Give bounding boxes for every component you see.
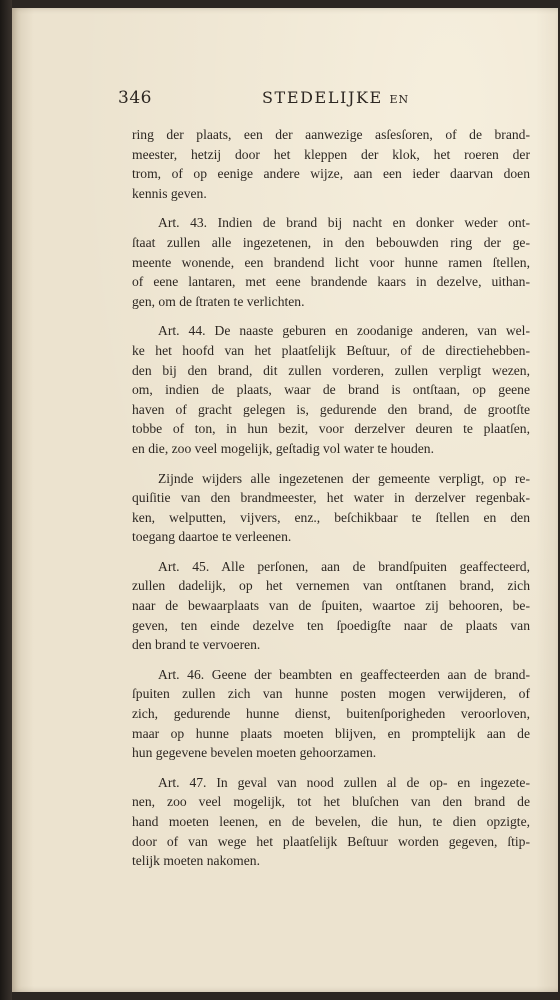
- text-line: meester, hetzij door het kleppen der klok, het roeren der: [132, 146, 530, 162]
- text-line: tobbe of ton, in hun bezit, voor derzelver deuren te plaatſen,: [132, 421, 530, 437]
- text-line: of eene lantaren, met eene brandende kaars in dezelve, uithan-: [132, 274, 530, 290]
- paragraph-art-46: [132, 665, 530, 763]
- running-title-small: EN: [389, 93, 410, 106]
- running-title: [262, 88, 409, 107]
- text-line: Art. 44. De naaste geburen en zoodanige anderen, van wel-: [158, 323, 530, 339]
- text-line: om, indien de plaats, waar de brand is ontſtaan, op geene: [132, 382, 530, 398]
- text-line: ſtaat zullen alle ingezetenen, in den bebouwden ring der ge-: [132, 234, 530, 250]
- text-line: naar de bewaarplaats van de ſpuiten, waartoe zij behooren, be-: [132, 598, 530, 614]
- text-line: den bij den brand, dit zullen vorderen, zullen verpligt wezen,: [132, 362, 530, 378]
- paragraph-art-44: [132, 321, 530, 458]
- book-page: [12, 8, 558, 992]
- paragraph: [132, 469, 530, 547]
- text-line: den brand te vervoeren.: [132, 637, 261, 653]
- text-line: geven, ten einde dezelve ten ſpoedigſte naar de plaats van: [132, 617, 530, 633]
- text-line: quiſitie van den brandmeester, het water in derzelver regenbak-: [132, 490, 530, 506]
- paragraph-art-43: [132, 213, 530, 311]
- text-line: Zijnde wijders alle ingezetenen der gemeente verpligt, op re-: [158, 470, 530, 486]
- paragraph-art-47: [132, 773, 530, 871]
- paragraph: [132, 125, 530, 203]
- text-line: trom, of op eenige andere wijze, aan een ieder daarvan doen: [132, 166, 530, 182]
- text-line: gen, om de ſtraten te verlichten.: [132, 293, 305, 309]
- body-text: [132, 125, 530, 881]
- text-line: zullen dadelijk, op het vernemen van ontſtanen brand, zich: [132, 578, 530, 594]
- text-line: meente wonende, een brandend licht voor hunne ramen ſtellen,: [132, 254, 530, 270]
- text-line: Art. 47. In geval van nood zullen al de op- en ingezete-: [158, 774, 530, 790]
- text-line: nen, zoo veel mogelijk, tot het bluſchen van den brand de: [132, 794, 530, 810]
- text-line: Art. 46. Geene der beambten en geaffecteerden aan de brand-: [158, 666, 530, 682]
- text-line: toegang daartoe te verleenen.: [132, 529, 292, 545]
- text-line: telijk moeten nakomen.: [132, 853, 260, 869]
- text-line: kennis geven.: [132, 185, 207, 201]
- text-line: en die, zoo veel mogelijk, geſtadig vol water te houden.: [132, 440, 434, 456]
- book-spine: [0, 0, 12, 1000]
- text-line: Art. 45. Alle perſonen, aan de brandſpuiten geaffecteerd,: [158, 558, 530, 574]
- page-number: 346: [118, 88, 152, 108]
- text-line: haven of gracht gelegen is, gedurende den brand, de grootſte: [132, 401, 530, 417]
- text-line: hun gegevene bevelen moeten gehoorzamen.: [132, 745, 377, 761]
- text-line: ken, welputten, vijvers, enz., beſchikbaar te ſtellen en den: [132, 509, 530, 525]
- running-title-main: STEDELIJKE: [262, 88, 383, 107]
- text-line: ſpuiten zullen zich van hunne posten mogen verwijderen, of: [132, 686, 530, 702]
- text-line: ring der plaats, een der aanwezige asſesſoren, of de brand-: [132, 127, 530, 142]
- text-line: hand moeten leenen, en de bevelen, die hun, te dien opzigte,: [132, 814, 530, 829]
- paragraph-art-45: [132, 557, 530, 655]
- page-header: [118, 88, 538, 116]
- text-line: ke het hoofd van het plaatſelijk Beſtuur, of de directiehebben-: [132, 342, 530, 358]
- text-line: Art. 43. Indien de brand bij nacht en donker weder ont-: [158, 215, 530, 231]
- text-line: maar op hunne plaats moeten blijven, en promptelijk aan de: [132, 725, 530, 741]
- text-line: door of van wege het plaatſelijk Beſtuur worden gegeven, ſtip-: [132, 833, 530, 849]
- text-line: zich, gedurende hunne dienst, buitenſporigheden veroorloven,: [132, 706, 530, 722]
